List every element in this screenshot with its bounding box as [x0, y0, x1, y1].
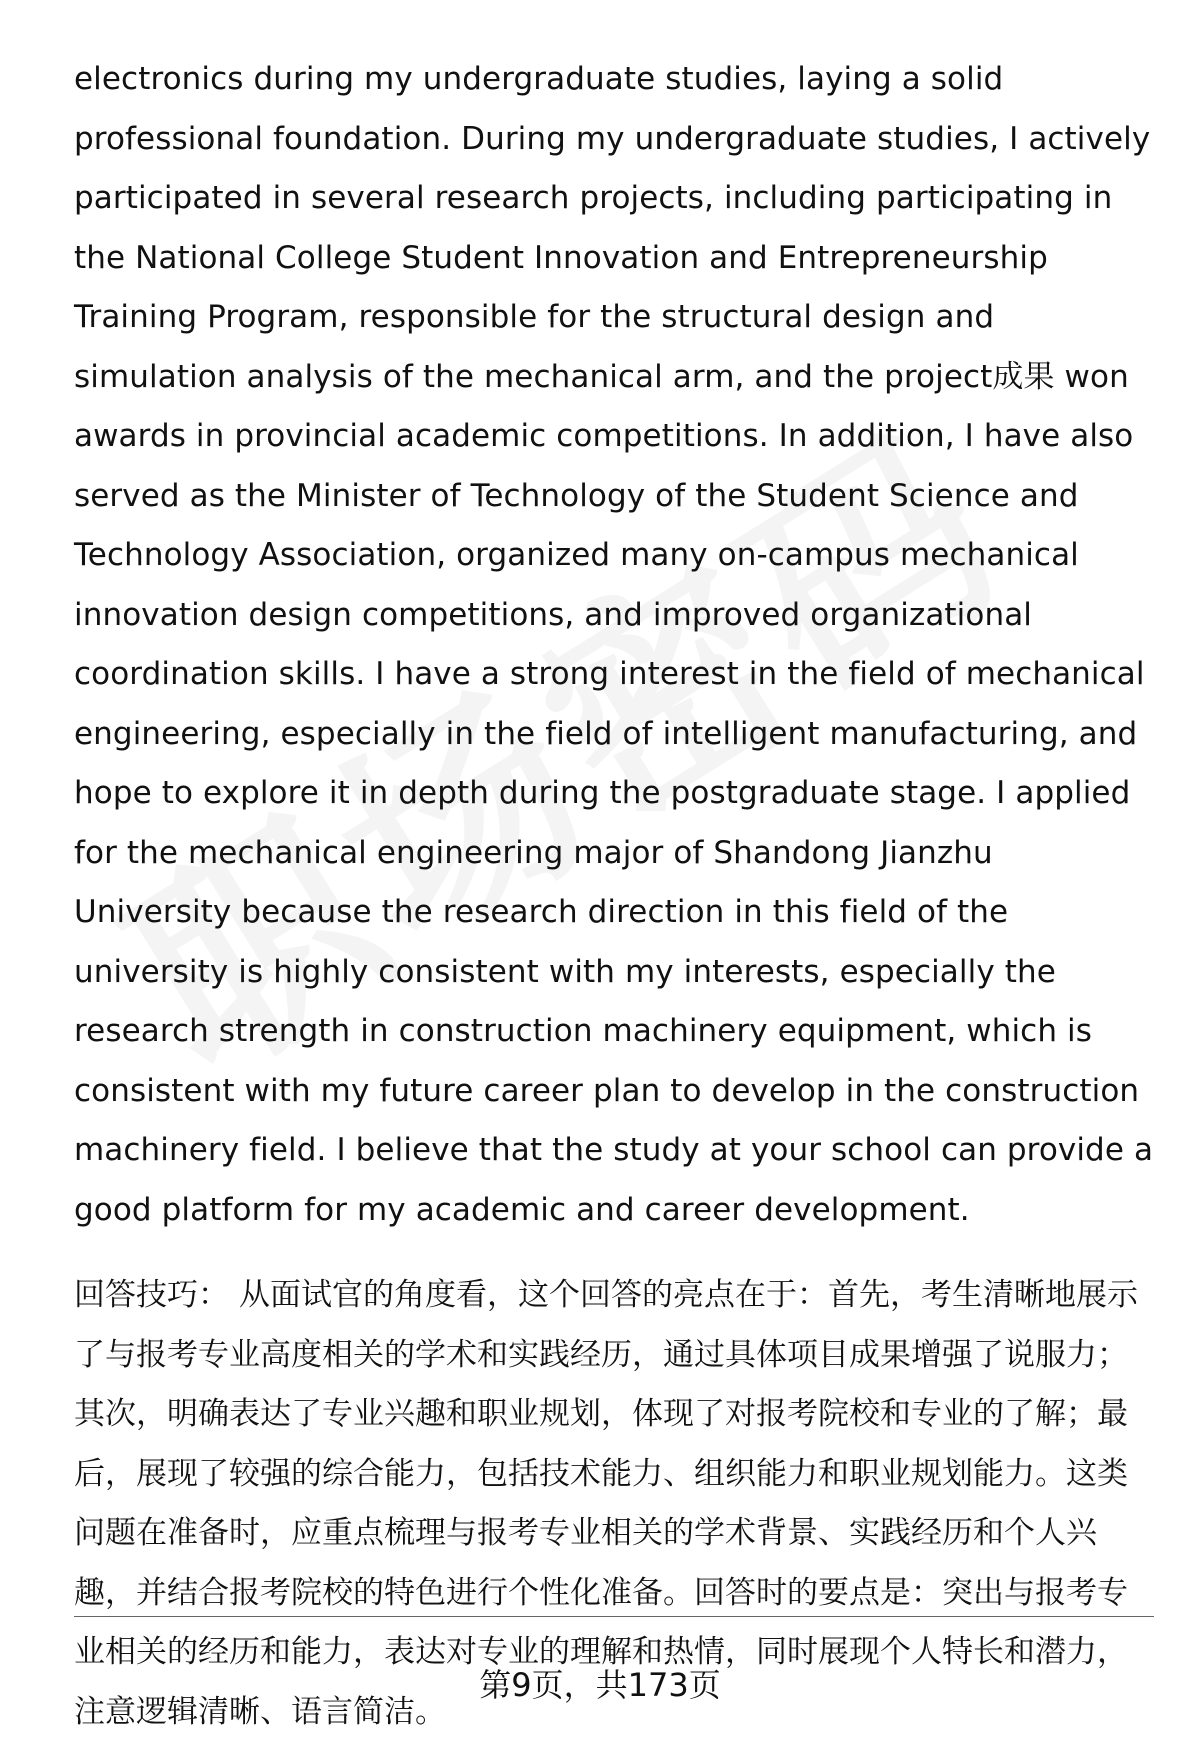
tips-label: 回答技巧： — [74, 1277, 229, 1313]
footer-divider — [74, 1616, 1154, 1617]
page-number: 第9页，共173页 — [479, 1666, 721, 1704]
tips-text: 从面试官的角度看，这个回答的亮点在于：首先，考生清晰地展示了与报考专业高度相关的学术和实践经历，通过具体项目成果增强了说服力；其次，明确表达了专业兴趣和职业规划，体现了对报考院校和专业的了解；最后，展现了较强的综合能力，包括技术能力、组织能力和职业规划能力。这类问题在准备时，应重点梳理与报考专业相关的学术背景、实践经历和个人兴趣，并结合报考院校的特色进行个性化准备。回答时的要点是：突出与报考专业相关的经历和能力，表达对专业的理解和热情，同时展现个人特长和潜力，注意逻辑清晰、语言简洁。 — [74, 1277, 1138, 1730]
answer-paragraph: electronics during my undergraduate studies, laying a solid professional foundation. During my undergraduate studies, I actively participated in several research projects, including participating in the National College Student Innovation and Entrepreneurship Training Program, responsible for the structural design and simulation analysis of the mechanical arm, and the project成果 won awards in provincial academic competitions. In addition, I have also served as the Minister of Technology of the Student Science and Technology Association, organized many on-campus mechanical innovation design competitions, and improved organizational coordination skills. I have a strong interest in the field of mechanical engineering, especially in the field of intelligent manufacturing, and hope to explore it in depth during the postgraduate stage. I applied for the mechanical engineering major of Shandong Jianzhu University because the research direction in this field of the university is highly consistent with my interests, especially the research strength in construction machinery equipment, which is consistent with my future career plan to develop in the construction machinery field. I believe that the study at your school can provide a good platform for my academic and career development. — [74, 61, 1154, 1228]
page-content — [74, 50, 1154, 1742]
